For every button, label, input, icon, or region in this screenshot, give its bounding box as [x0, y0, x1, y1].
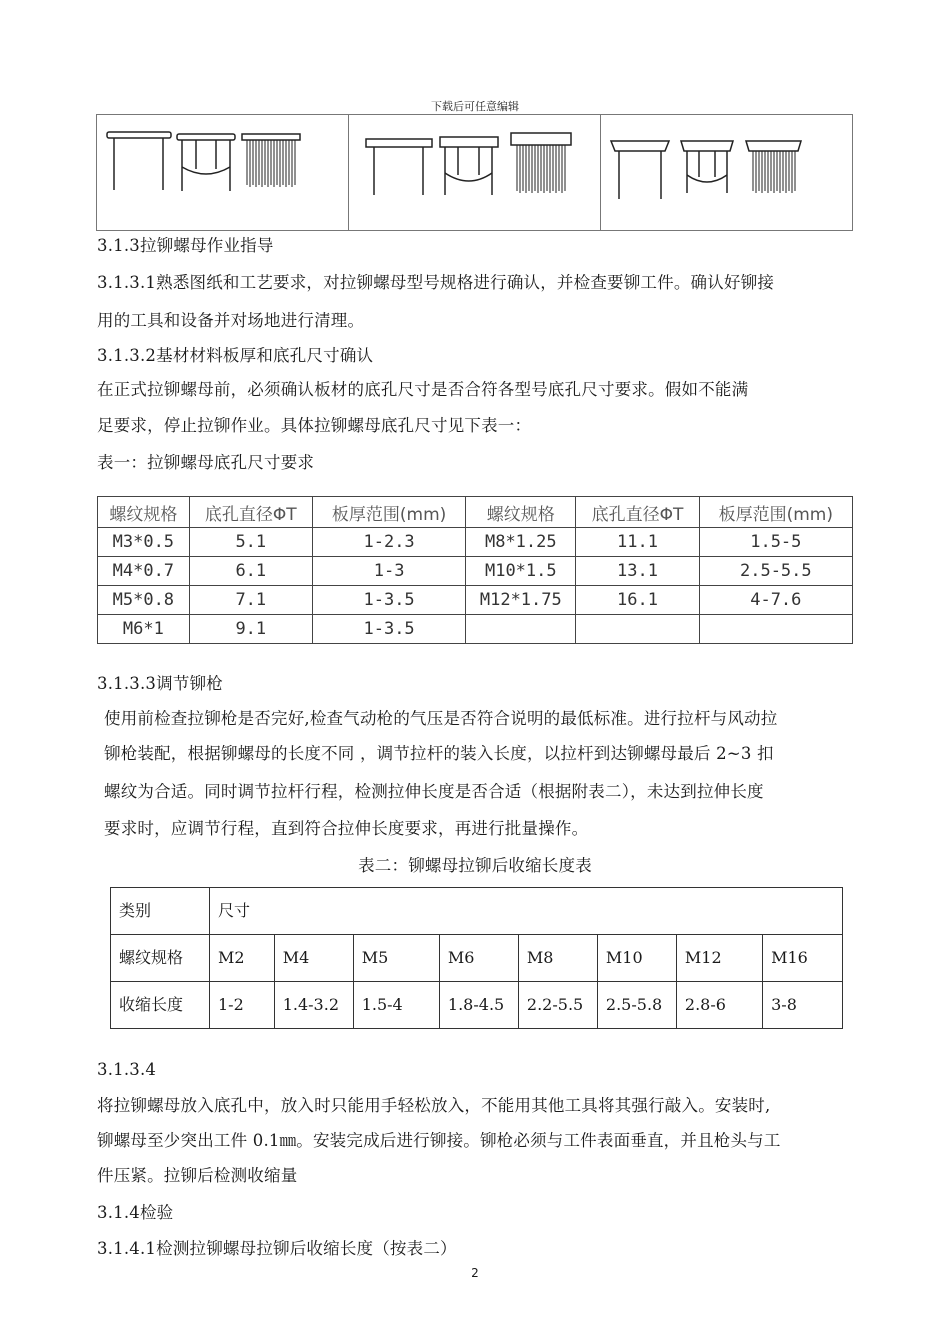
table-cell: M8*1.25: [466, 528, 576, 557]
table2-caption: 表二：铆螺母拉铆后收缩长度表: [358, 856, 592, 875]
table-cell: M4*0.7: [98, 557, 190, 586]
rivet-nut-figure: [96, 114, 853, 231]
figure-cell-1: [97, 115, 349, 230]
table-cell: 尺寸: [210, 888, 843, 935]
table-row: [98, 557, 853, 586]
section-3-1-3-3-title: 3.1.3.3调节铆枪: [97, 674, 223, 693]
table-row: [98, 586, 853, 615]
section-3-1-4-1-title: 3.1.4.1检测拉铆螺母拉铆后收缩长度（按表二）: [97, 1239, 457, 1258]
table-cell: 1-3: [312, 557, 465, 586]
section-3-1-3-1-line-1: 3.1.3.1熟悉图纸和工艺要求，对拉铆螺母型号规格进行确认，并检查要铆工件。确认好铆接: [97, 273, 775, 292]
figure-cell-3: [601, 115, 852, 230]
table-cell: 1.4-3.2: [274, 982, 353, 1029]
table-cell: M10*1.5: [466, 557, 576, 586]
section-3-1-3-3-line-1: 使用前检查拉铆枪是否完好,检查气动枪的气压是否符合说明的最低标准。进行拉杆与风动拉: [104, 709, 778, 728]
table1-caption: 表一：拉铆螺母底孔尺寸要求: [97, 453, 315, 472]
table-cell: [576, 615, 699, 644]
rivet-nut-illustration-3: [601, 115, 864, 231]
section-3-1-3-3-line-3: 螺纹为合适。同时调节拉杆行程，检测拉伸长度是否合适（根据附表二），未达到拉伸长度: [104, 782, 764, 801]
table-cell: M3*0.5: [98, 528, 190, 557]
table-cell: M16: [763, 935, 843, 982]
table-row: [111, 935, 843, 982]
table-cell: 收缩长度: [111, 982, 210, 1029]
table1-header-cell: 板厚范围(mm): [312, 497, 465, 528]
table-cell: 1-3.5: [312, 586, 465, 615]
table-cell: 4-7.6: [699, 586, 852, 615]
section-3-1-3-3-line-4: 要求时，应调节行程，直到符合拉伸长度要求，再进行批量操作。: [104, 819, 589, 838]
table-cell: M12: [676, 935, 762, 982]
table-cell: [466, 615, 576, 644]
rivet-nut-illustration-2: [349, 115, 614, 231]
table-cell: M8: [518, 935, 597, 982]
table-row: [98, 615, 853, 644]
table-cell: 5.1: [189, 528, 312, 557]
table-cell: 6.1: [189, 557, 312, 586]
table-hole-size-requirements: [97, 496, 853, 644]
table-cell: M12*1.75: [466, 586, 576, 615]
table-cell: 7.1: [189, 586, 312, 615]
table-cell: 2.2-5.5: [518, 982, 597, 1029]
rivet-nut-illustration-1: [97, 115, 324, 231]
table-cell: 3-8: [763, 982, 843, 1029]
table-cell: 2.5-5.8: [597, 982, 676, 1029]
table-cell: 1-2.3: [312, 528, 465, 557]
table1-header-cell: 底孔直径ΦT: [189, 497, 312, 528]
section-3-1-3-2-line-1: 在正式拉铆螺母前，必须确认板材的底孔尺寸是否合符各型号底孔尺寸要求。假如不能满: [97, 380, 749, 399]
table-cell: 1.5-4: [353, 982, 439, 1029]
page-header: 下载后可任意编辑: [431, 100, 519, 113]
table-cell: M6*1: [98, 615, 190, 644]
table-cell: 类别: [111, 888, 210, 935]
table-cell: [699, 615, 852, 644]
table-cell: 1-2: [210, 982, 275, 1029]
section-3-1-3-2-line-2: 足要求，停止拉铆作业。具体拉铆螺母底孔尺寸见下表一：: [97, 416, 532, 435]
table-cell: 13.1: [576, 557, 699, 586]
section-3-1-3-4-line-1: 将拉铆螺母放入底孔中，放入时只能用手轻松放入，不能用其他工具将其强行敲入。安装时,: [97, 1096, 771, 1115]
table-cell: 1.8-4.5: [439, 982, 518, 1029]
table-cell: M2: [210, 935, 275, 982]
table-shrink-length: [110, 887, 843, 1029]
page-number: 2: [471, 1266, 479, 1280]
table-cell: M5*0.8: [98, 586, 190, 615]
table-cell: 16.1: [576, 586, 699, 615]
section-3-1-4-title: 3.1.4检验: [97, 1203, 174, 1222]
section-3-1-3-3-line-2: 铆枪装配，根据铆螺母的长度不同 ，调节拉杆的装入长度，以拉杆到达铆螺母最后 2~3 扣: [104, 744, 774, 763]
section-3-1-3-4-line-3: 件压紧。拉铆后检测收缩量: [97, 1166, 298, 1185]
table-cell: 2.8-6: [676, 982, 762, 1029]
section-3-1-3-1-line-2: 用的工具和设备并对场地进行清理。: [97, 311, 365, 330]
section-3-1-3-2-title: 3.1.3.2基材材料板厚和底孔尺寸确认: [97, 346, 374, 365]
table-cell: 1-3.5: [312, 615, 465, 644]
section-3-1-3-4-title: 3.1.3.4: [97, 1060, 157, 1079]
table-row: [111, 888, 843, 935]
table-cell: 2.5-5.5: [699, 557, 852, 586]
table-row: [98, 528, 853, 557]
table1-header-cell: 螺纹规格: [98, 497, 190, 528]
table-cell: 11.1: [576, 528, 699, 557]
table1-header-cell: 螺纹规格: [466, 497, 576, 528]
table-cell: 1.5-5: [699, 528, 852, 557]
table-cell: M4: [274, 935, 353, 982]
section-3-1-3-title: 3.1.3拉铆螺母作业指导: [97, 236, 274, 255]
table-cell: 螺纹规格: [111, 935, 210, 982]
figure-cell-2: [349, 115, 601, 230]
table-cell: M10: [597, 935, 676, 982]
table-row: [111, 982, 843, 1029]
table-row: [98, 497, 853, 528]
table-cell: M5: [353, 935, 439, 982]
table1-header-cell: 板厚范围(mm): [699, 497, 852, 528]
section-3-1-3-4-line-2: 铆螺母至少突出工件 0.1㎜。安装完成后进行铆接。铆枪必须与工件表面垂直，并且枪头与工: [97, 1131, 781, 1150]
table1-header-cell: 底孔直径ΦT: [576, 497, 699, 528]
table-cell: M6: [439, 935, 518, 982]
table-cell: 9.1: [189, 615, 312, 644]
